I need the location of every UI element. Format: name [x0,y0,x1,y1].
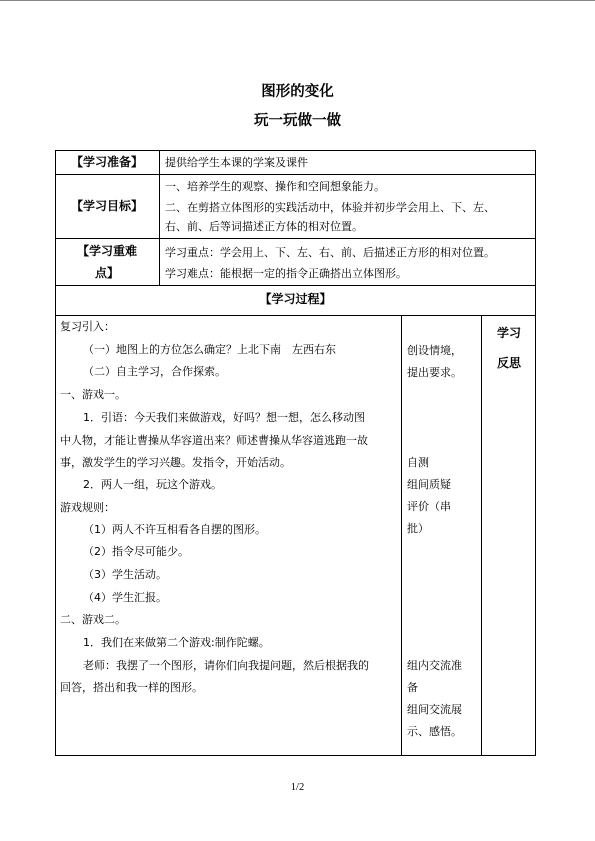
page-number: 1/2 [290,782,305,793]
prep-label: 【学习准备】 [70,155,143,169]
focus-label: 【学习重难 [76,244,137,258]
process-line: （4）学生汇报。 [83,591,167,604]
process-line: （2）指令尽可能少。 [83,545,189,558]
note-line: 创设情境， [407,344,462,357]
note-line: 示、感悟。 [407,725,462,738]
row-divider [55,285,536,286]
goal-line: 二、在剪搭立体图形的实践活动中，体验并初步学会用上、下、左、 [165,201,495,214]
process-line: 二、游戏二。 [60,613,126,626]
note-line: 组内交流准 [407,659,462,672]
top-rule [0,0,595,1]
goals-label: 【学习目标】 [70,199,143,213]
process-line: （3）学生活动。 [83,568,167,581]
focus-line: 学习重点：学会用上、下、左、右、前、后描述正方形的相对位置。 [165,246,495,259]
process-line: 游戏规则： [60,501,115,514]
process-line: 1．引语：今天我们来做游戏，好吗？想一想，怎么移动图 [83,411,365,424]
process-header: 【学习过程】 [259,292,332,306]
goal-line: 右、前、后等词描述正方体的相对位置。 [165,220,363,233]
reflect-column-divider [481,315,482,756]
process-line: （1）两人不许互相看各自摆的图形。 [83,523,266,536]
note-line: 组间交流展 [407,703,462,716]
note-line: 备 [407,681,418,694]
table-border-right [535,150,536,756]
process-line: 中人物，才能让曹操从华容道出来？师述曹操从华容道逃跑一故 [60,434,368,447]
page-title: 图形的变化 [261,84,334,100]
note-line: 评价（串 [407,500,451,513]
process-line: 1．我们在来做第二个游戏:制作陀螺。 [83,636,270,649]
table-border-bottom [55,755,536,756]
process-line: 老师：我摆了一个图形，请你们向我提问题，然后根据我的 [83,659,369,672]
note-line: 批） [407,522,429,535]
process-line: 2．两人一组，玩这个游戏。 [83,478,222,491]
reflect-label: 学习 [496,326,521,340]
process-line: （二）自主学习，合作探索。 [83,365,226,378]
prep-text: 提供给学生本课的学案及课件 [165,156,308,169]
row-divider [55,238,536,239]
process-line: 事，激发学生的学习兴趣。发指令，开始活动。 [60,456,291,469]
note-line: 自测 [407,456,429,469]
note-line: 提出要求。 [407,366,462,379]
note-line: 组间质疑 [407,478,451,491]
process-line: 一、游戏一。 [60,388,126,401]
page-subtitle: 玩一玩做一做 [254,113,341,129]
process-line: （一）地图上的方位怎么确定？上北下南 左西右东 [83,343,336,356]
reflect-label-cont: 反思 [496,356,521,370]
row-divider [55,174,536,175]
notes-column-divider [401,315,402,756]
label-column-divider [159,150,160,286]
focus-line: 学习难点：能根据一定的指令正确搭出立体图形。 [165,267,407,280]
process-line: 复习引入： [60,320,115,333]
goal-line: 一、培养学生的观察、操作和空间想象能力。 [165,180,385,193]
lesson-table [55,150,536,756]
process-line: 回答，搭出和我一样的图形。 [60,681,203,694]
row-divider [55,315,536,316]
focus-label-cont: 点】 [94,266,119,280]
